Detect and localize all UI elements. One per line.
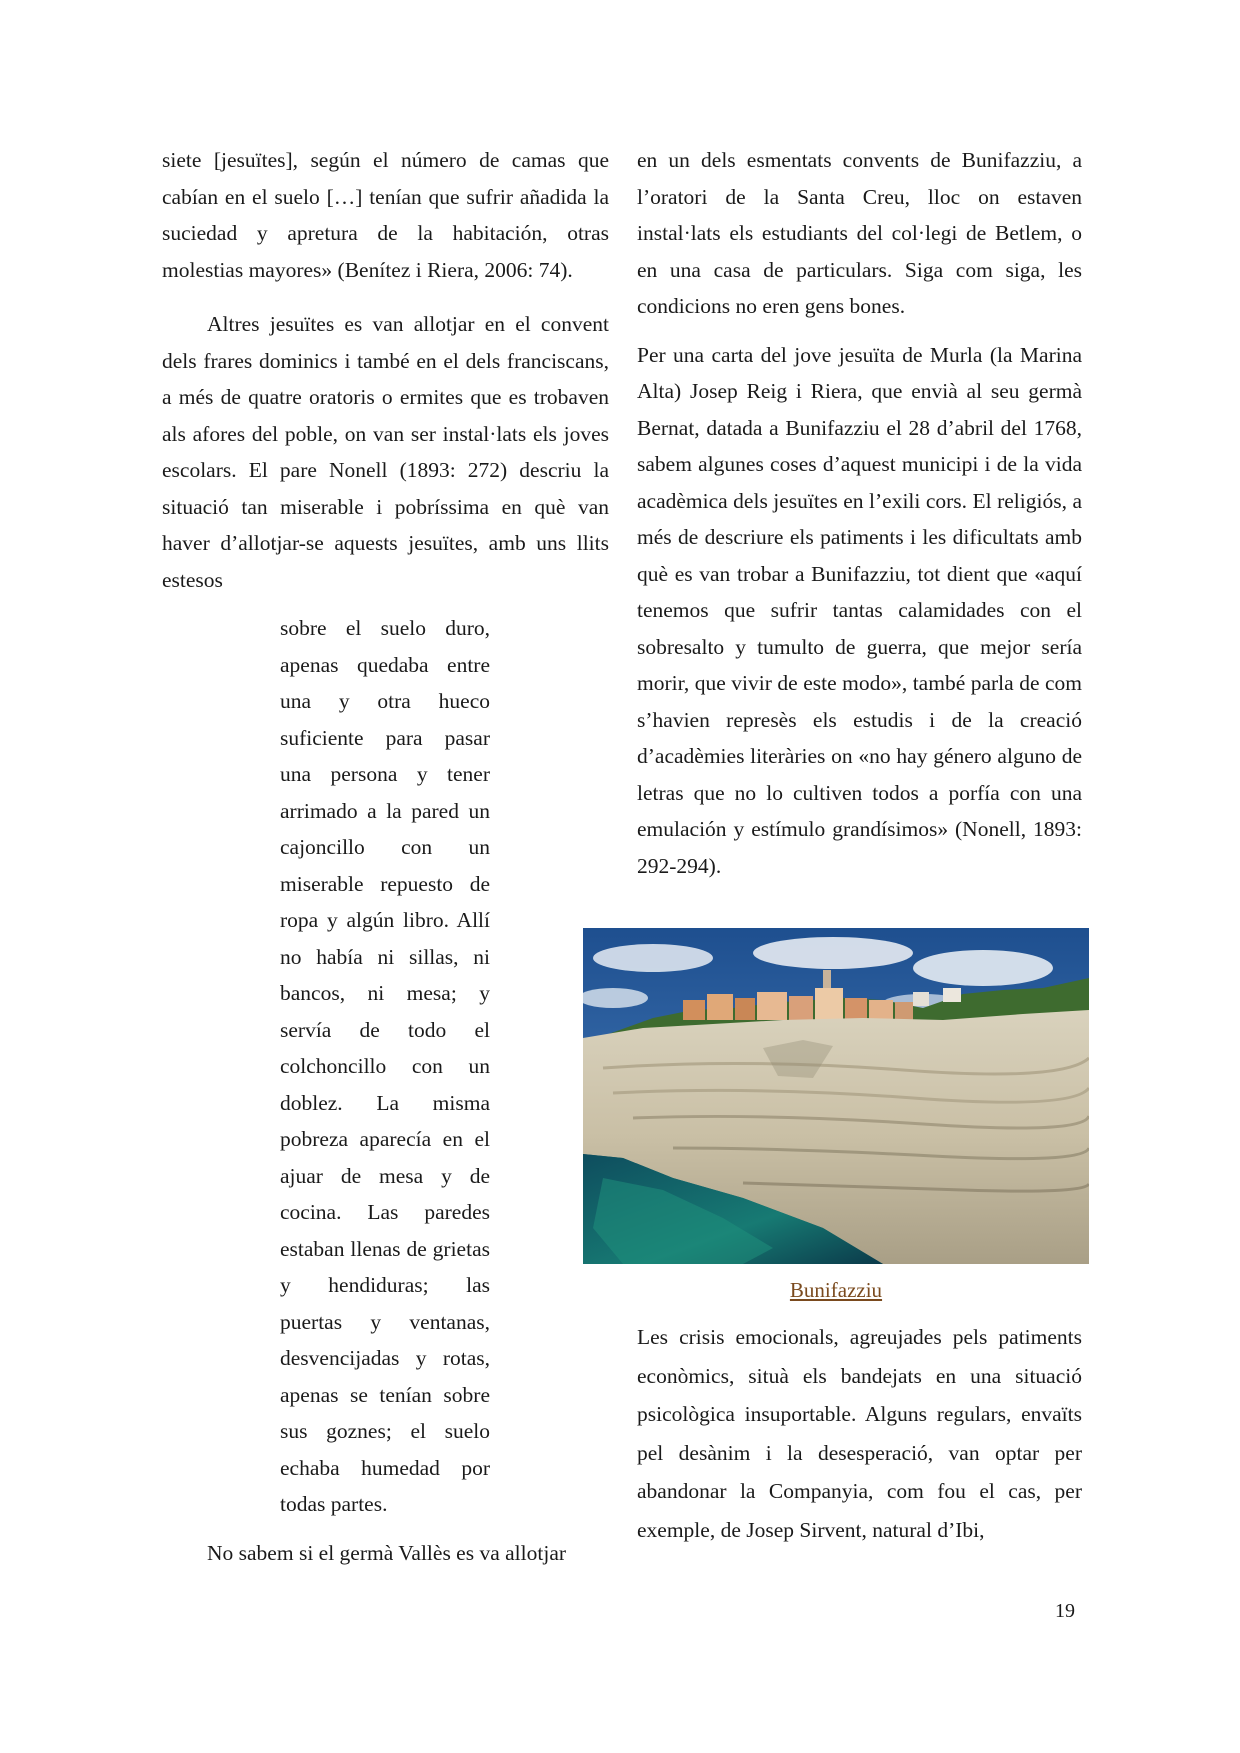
right-paragraph-1: en un dels esmentats convents de Bunifazziu, a l’oratori de la Santa Creu, lloc on estaven instal·lats els estudiants del col·legi de Betlem, o en una casa de particulars. Siga com siga, les condicions no eren gens bones. xyxy=(637,148,1082,318)
photo-caption[interactable]: Bunifazziu xyxy=(789,1278,883,1302)
left-column xyxy=(162,142,609,1571)
right-column xyxy=(637,142,1082,884)
right-paragraph-3: Les crisis emocionals, agreujades pels patiments econòmics, situà els bandejats en una situació psicològica insuportable. Alguns regulars, envaïts pel desànim i la desesperació, van optar per abandonar la Companyia, com fou el cas, per exemple, de Josep Sirvent, natural d’Ibi, xyxy=(637,1325,1082,1542)
block-quote: sobre el suelo duro, apenas quedaba entre una y otra hueco suficiente para pasar una persona y tener arrimado a la pared un cajoncillo con un miserable repuesto de ropa y algún libro. Allí no había ni sillas, ni bancos, ni mesa; y servía de todo el colchoncillo con un doblez. La misma pobreza aparecía en el ajuar de mesa y de cocina. Las paredes estaban llenas de grietas y hendiduras; las puertas y ventanas, desvencijadas y rotas, apenas se tenían sobre sus goznes; el suelo echaba humedad por todas partes. xyxy=(280,616,490,1516)
left-paragraph-3: No sabem si el germà Vallès es va allotjar xyxy=(207,1540,567,1565)
right-paragraph-2: Per una carta del jove jesuïta de Murla (la Marina Alta) Josep Reig i Riera, que envià al seu germà Bernat, datada a Bunifazziu el 28 d’abril del 1768, sabem algunes coses d’aquest municipi i de la vida acadèmica dels jesuïtes en l’exili cors. El religiós, a més de descriure els patiments i les dificultats amb què es van trobar a Bunifazziu, tot dient que «aquí tenemos que sufrir tantas calamidades con el sobresalto y tumulto de guerra, que mejor sería morir, que vivir de este modo», també parla de com s’havien represès els estudis i de la creació d’acadèmies literàries on «no hay género alguno de letras que no lo cultiven todos a porfía con una emulación y estímulo grandísimos» (Nonell, 1893: 292-294). xyxy=(637,342,1082,878)
bonifacio-photo xyxy=(583,928,1089,1264)
page-number: 19 xyxy=(1055,1600,1075,1622)
left-paragraph-1: siete [jesuïtes], según el número de camas que cabían en el suelo […] tenían que sufrir añadida la suciedad y apretura de la habitación, otras molestias mayores» (Benítez i Riera, 2006: 74). xyxy=(162,148,609,282)
right-column-lower xyxy=(637,1318,1082,1549)
left-paragraph-2: Altres jesuïtes es van allotjar en el convent dels frares dominics i també en el dels franciscans, a més de quatre oratoris o ermites que es trobaven als afores del poble, on van ser instal·lats els joves escolars. El pare Nonell (1893: 272) descriu la situació tan miserable i pobríssima en què van haver d’allotjar-se aquests jesuïtes, amb uns llits estesos xyxy=(162,312,609,592)
